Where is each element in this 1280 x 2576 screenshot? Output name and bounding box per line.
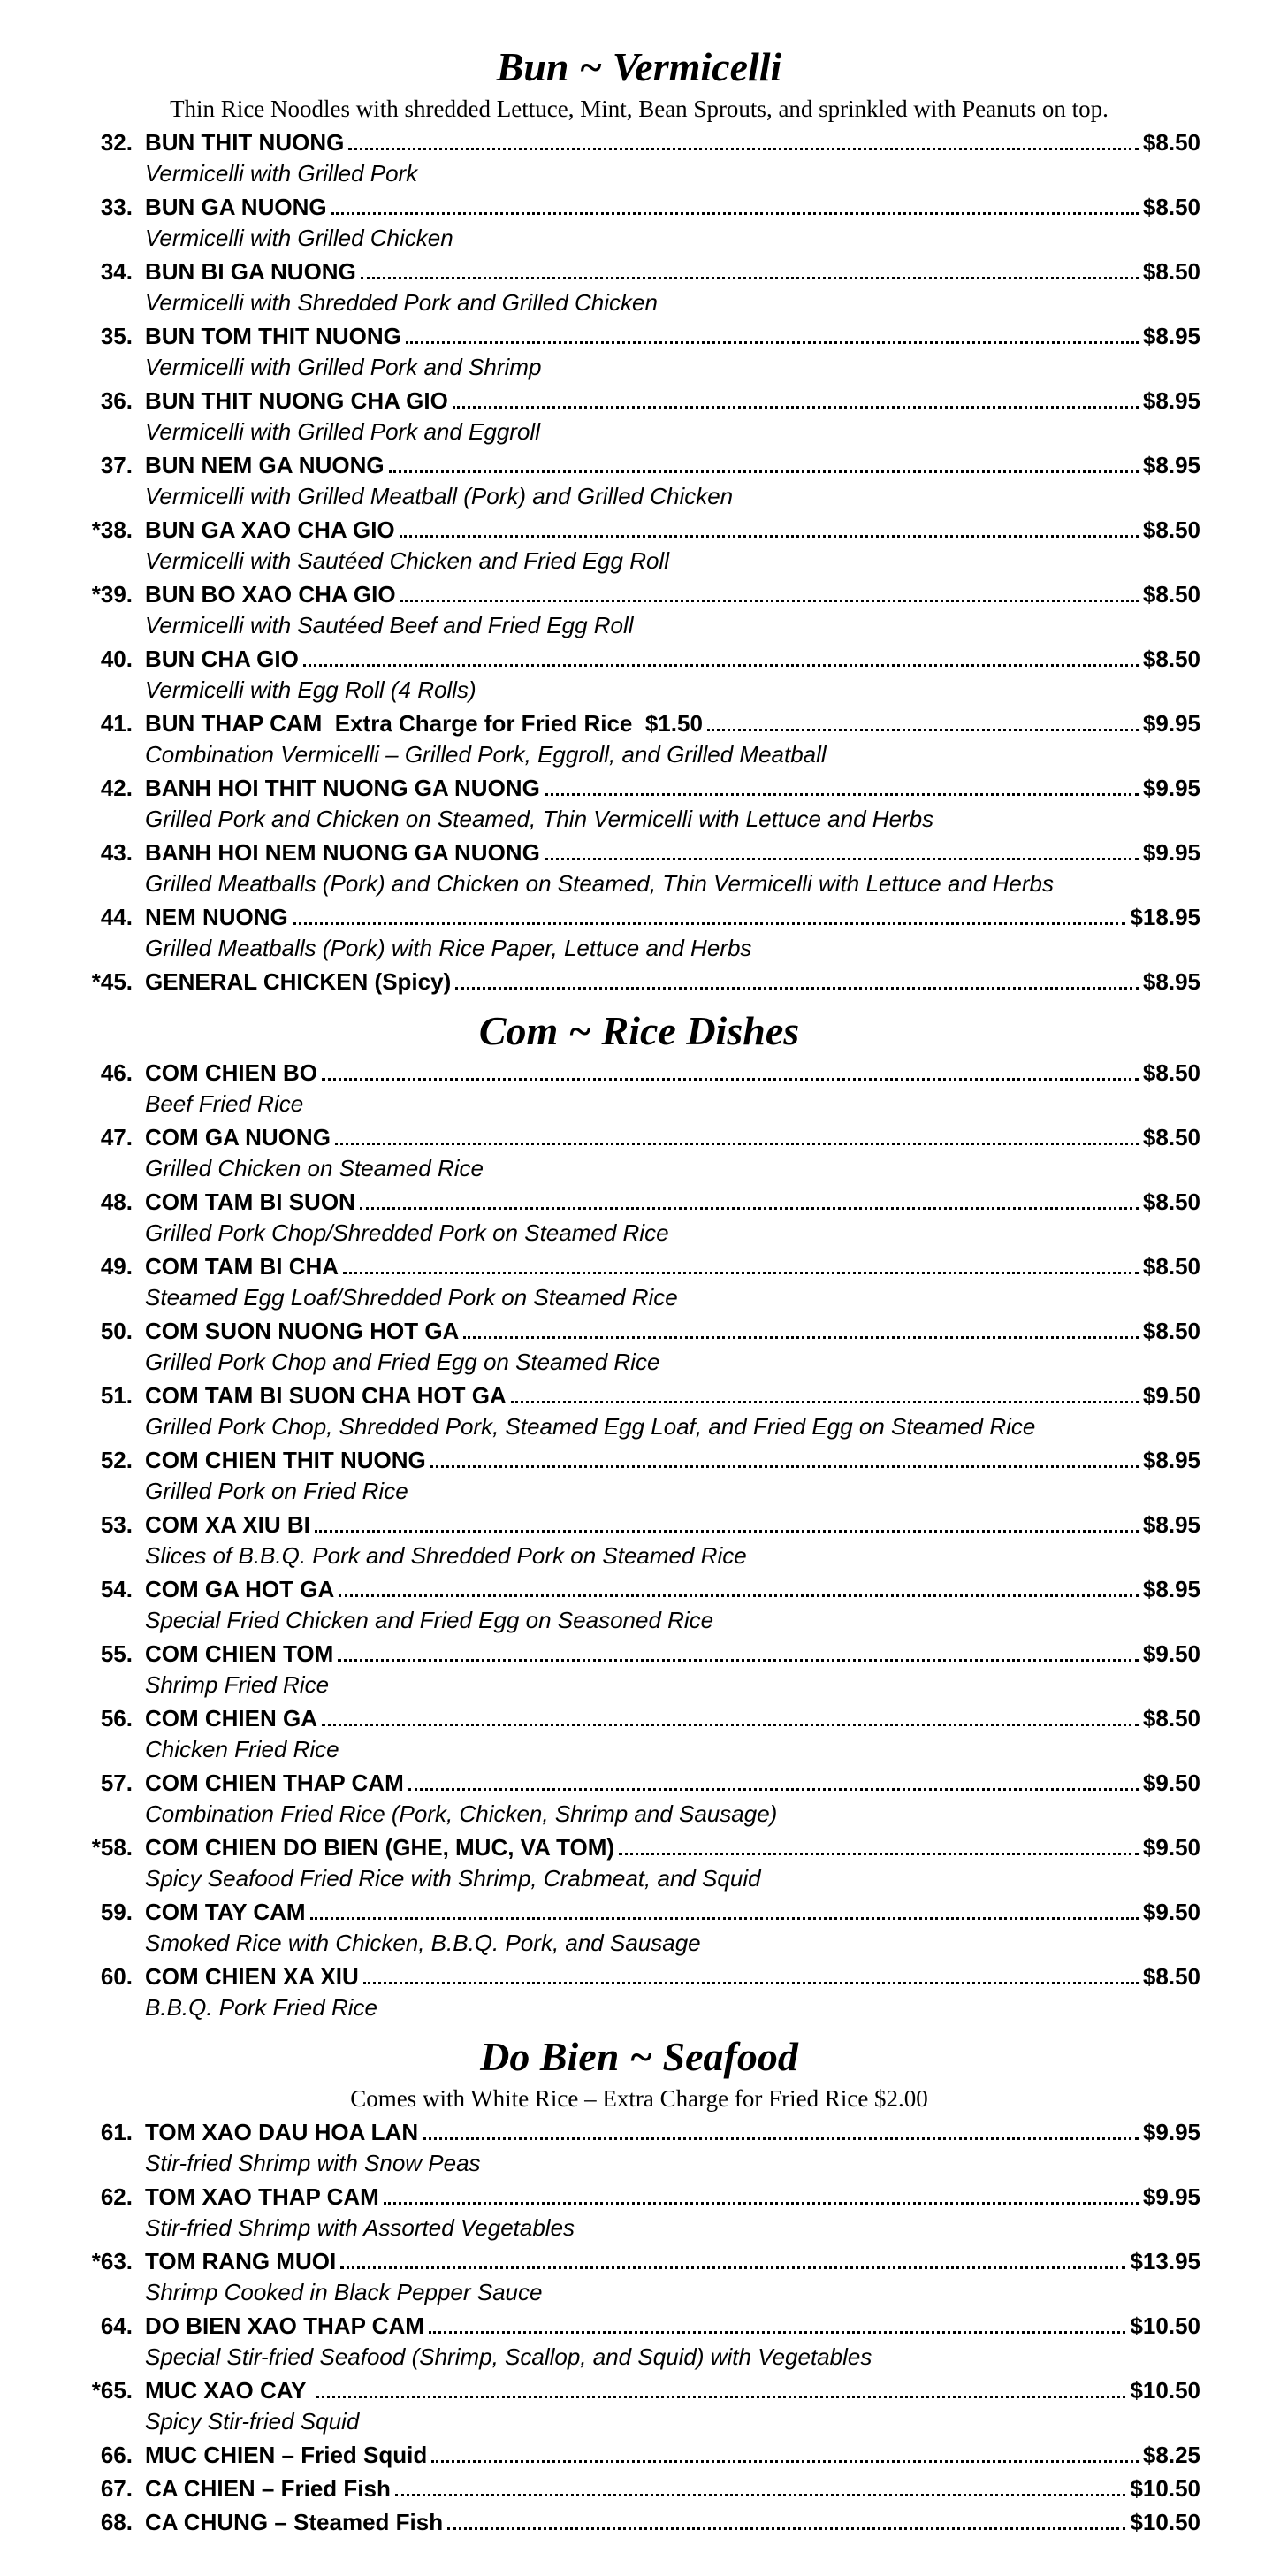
item-name: COM XA XIU BI [145,1511,310,1538]
item-name: COM CHIEN BO [145,1059,317,1086]
dot-leader [430,1465,1139,1468]
item-name: BUN NEM GA NUONG [145,452,385,478]
dot-leader [406,341,1139,344]
item-name: BUN THIT NUONG CHA GIO [145,387,448,414]
section-items [78,127,1200,998]
item-price: $9.50 [1142,1834,1200,1861]
item-name: GENERAL CHICKEN (Spicy) [145,968,452,995]
item-name: BUN TOM THIT NUONG [145,323,401,349]
item-price: $13.95 [1130,2248,1200,2274]
dot-leader [619,1853,1139,1855]
menu-item-row [78,902,1200,933]
menu-item-row [78,386,1200,417]
dot-leader [453,406,1139,409]
dot-leader [310,1917,1139,1920]
item-price: $9.95 [1142,839,1200,866]
item-price: $8.95 [1142,968,1200,995]
item-price: $8.50 [1142,129,1200,156]
item-number: 68. [100,2509,133,2535]
item-price: $8.50 [1142,581,1200,608]
item-number: 66. [100,2442,133,2468]
item-number: 46. [100,1059,133,1086]
item-price: $8.50 [1142,194,1200,220]
dot-leader [545,793,1139,796]
dot-leader [431,2460,1139,2463]
item-number: 49. [100,1253,133,1280]
dot-leader [348,148,1139,150]
menu-item [78,1639,1200,1701]
menu-item [78,2473,1200,2504]
menu-item-row [78,127,1200,158]
item-number: 61. [100,2119,133,2145]
menu-item-row [78,2440,1200,2471]
item-name: MUC XAO CAY [145,2377,313,2404]
menu-item-row [78,2246,1200,2277]
dot-leader [360,1207,1139,1210]
item-price: $8.95 [1142,1447,1200,1473]
menu-item-row [78,2311,1200,2342]
item-number: 44. [100,904,133,930]
menu-item [78,967,1200,998]
menu-section [78,42,1200,998]
menu-item [78,2117,1200,2179]
item-name: COM CHIEN GA [145,1705,317,1731]
item-number: 59. [100,1899,133,1925]
item-number: 48. [100,1189,133,1215]
menu-item [78,1058,1200,1120]
item-name: COM CHIEN DO BIEN (GHE, MUC, VA TOM) [145,1834,615,1861]
item-number: *39. [91,581,133,608]
item-description: Slices of B.B.Q. Pork and Shredded Pork on Steamed Rice [145,1542,747,1569]
item-name: TOM XAO THAP CAM [145,2183,379,2210]
item-number: 47. [100,1124,133,1150]
menu-item [78,2507,1200,2538]
item-number: 64. [100,2312,133,2339]
item-number: 37. [100,452,133,478]
item-price: $9.95 [1142,2183,1200,2210]
menu-item [78,127,1200,189]
item-name: COM TAM BI SUON CHA HOT GA [145,1382,507,1409]
menu-item-row [78,1058,1200,1089]
item-description: Smoked Rice with Chicken, B.B.Q. Pork, and Sausage [145,1930,701,1956]
section-title: Bun ~ Vermicelli [496,44,782,89]
menu-item-row [78,1703,1200,1734]
menu-item [78,1316,1200,1378]
item-description: Grilled Meatballs (Pork) and Chicken on Steamed, Thin Vermicelli with Lettuce and Herbs [145,870,1054,897]
menu-item [78,321,1200,383]
item-number: 55. [100,1640,133,1667]
dot-leader [363,1982,1139,1984]
menu-item [78,1897,1200,1959]
item-name: NEM NUONG [145,904,288,930]
item-name: BUN THAP CAM Extra Charge for Fried Rice $1.50 [145,710,703,737]
menu-item [78,902,1200,964]
item-number: 56. [100,1705,133,1731]
item-price: $9.50 [1142,1770,1200,1796]
item-number: 35. [100,323,133,349]
menu-item-row [78,1122,1200,1153]
item-number: *63. [91,2248,133,2274]
menu-item [78,2182,1200,2243]
item-name: COM CHIEN THAP CAM [145,1770,404,1796]
dot-leader [463,1336,1139,1339]
dot-leader [408,1788,1139,1791]
item-number: 34. [100,258,133,285]
item-description: Chicken Fried Rice [145,1736,339,1762]
item-price: $9.95 [1142,710,1200,737]
item-description: Spicy Seafood Fried Rice with Shrimp, Crabmeat, and Squid [145,1865,761,1892]
menu-item-row [78,2182,1200,2213]
dot-leader [322,1078,1139,1081]
menu-item [78,644,1200,706]
item-description: Vermicelli with Sautéed Beef and Fried Egg Roll [145,612,634,638]
item-description: Stir-fried Shrimp with Assorted Vegetables [145,2214,575,2241]
menu-item-row [78,321,1200,352]
item-number: 32. [100,129,133,156]
dot-leader [293,922,1126,925]
item-number: 60. [100,1963,133,1990]
item-name: TOM XAO DAU HOA LAN [145,2119,419,2145]
menu-item-row [78,1316,1200,1347]
menu-item [78,256,1200,318]
item-description: Vermicelli with Grilled Pork and Eggroll [145,418,540,445]
dot-leader [395,2494,1126,2496]
menu-item-row [78,1445,1200,1476]
item-number: 40. [100,646,133,672]
menu-item-row [78,644,1200,675]
menu-item-row [78,2117,1200,2148]
section-subtitle: Comes with White Rice – Extra Charge for Fried Rice $2.00 [350,2085,928,2112]
item-price: $8.95 [1142,1511,1200,1538]
item-name: COM CHIEN THIT NUONG [145,1447,426,1473]
dot-leader [511,1401,1139,1403]
item-price: $9.95 [1142,2119,1200,2145]
section-title: Do Bien ~ Seafood [480,2034,798,2079]
item-price: $8.95 [1142,323,1200,349]
menu-item-row [78,1574,1200,1605]
item-price: $10.50 [1130,2312,1200,2339]
item-number: 42. [100,775,133,801]
menu-item-row [78,192,1200,223]
menu-item-row [78,2375,1200,2406]
menu-item-row [78,1768,1200,1799]
menu-item-row [78,2473,1200,2504]
menu-item [78,773,1200,835]
item-price: $8.25 [1142,2442,1200,2468]
item-number: 41. [100,710,133,737]
item-description: Grilled Pork and Chicken on Steamed, Thin Vermicelli with Lettuce and Herbs [145,806,934,832]
item-name: BUN CHA GIO [145,646,299,672]
menu-item [78,515,1200,577]
dot-leader [338,1659,1139,1662]
section-title: Com ~ Rice Dishes [478,1008,800,1053]
item-description: Special Stir-fried Seafood (Shrimp, Scallop, and Squid) with Vegetables [145,2343,872,2370]
item-price: $8.50 [1142,1124,1200,1150]
item-description: Grilled Pork Chop and Fried Egg on Steamed Rice [145,1349,660,1375]
dot-leader [331,212,1139,215]
menu-item [78,1768,1200,1830]
item-name: MUC CHIEN – Fried Squid [145,2442,428,2468]
item-number: *45. [91,968,133,995]
dot-leader [340,2266,1125,2269]
item-name: BUN BO XAO CHA GIO [145,581,396,608]
dot-leader [400,535,1139,538]
menu-item [78,1187,1200,1249]
item-number: 52. [100,1447,133,1473]
menu-section [78,2032,1200,2538]
item-price: $8.50 [1142,258,1200,285]
item-number: *58. [91,1834,133,1861]
dot-leader [316,2396,1125,2398]
dot-leader [423,2137,1139,2140]
item-description: Vermicelli with Grilled Pork and Shrimp [145,354,542,380]
section-items [78,1058,1200,2023]
item-price: $9.50 [1142,1382,1200,1409]
item-name: COM SUON NUONG HOT GA [145,1318,460,1344]
item-description: Vermicelli with Grilled Meatball (Pork) and Grilled Chicken [145,483,734,509]
item-number: 67. [100,2475,133,2502]
dot-leader [447,2527,1125,2530]
menu-item-row [78,1251,1200,1282]
item-price: $8.50 [1142,646,1200,672]
item-price: $10.50 [1130,2509,1200,2535]
menu-item [78,1380,1200,1442]
menu-item-row [78,773,1200,804]
menu-item-row [78,837,1200,868]
item-description: Grilled Pork on Fried Rice [145,1478,408,1504]
item-description: Beef Fried Rice [145,1090,304,1117]
item-description: Grilled Meatballs (Pork) with Rice Paper, Lettuce and Herbs [145,935,752,961]
item-price: $8.95 [1142,1576,1200,1602]
menu-item-row [78,1897,1200,1928]
menu-item [78,386,1200,447]
item-price: $8.50 [1142,1318,1200,1344]
menu-item-row [78,450,1200,481]
item-description: Combination Fried Rice (Pork, Chicken, Shrimp and Sausage) [145,1800,778,1827]
item-description: Grilled Pork Chop, Shredded Pork, Steamed Egg Loaf, and Fried Egg on Steamed Rice [145,1413,1036,1440]
item-price: $8.50 [1142,1189,1200,1215]
item-description: Vermicelli with Shredded Pork and Grilled Chicken [145,289,658,316]
menu-item-row [78,515,1200,546]
item-description: Grilled Chicken on Steamed Rice [145,1155,484,1181]
item-description: Vermicelli with Grilled Chicken [145,225,453,251]
item-name: BUN THIT NUONG [145,129,345,156]
item-price: $9.50 [1142,1640,1200,1667]
item-name: TOM RANG MUOI [145,2248,337,2274]
menu-item-row [78,1639,1200,1670]
item-number: 54. [100,1576,133,1602]
menu-item [78,1122,1200,1184]
menu-item-row [78,1187,1200,1218]
item-name: BANH HOI NEM NUONG GA NUONG [145,839,540,866]
menu-item-row [78,1832,1200,1863]
item-number: 43. [100,839,133,866]
menu-item [78,2440,1200,2471]
item-description: Steamed Egg Loaf/Shredded Pork on Steamed Rice [145,1284,678,1311]
item-name: BUN GA XAO CHA GIO [145,516,395,543]
item-price: $8.95 [1142,452,1200,478]
item-description: Shrimp Cooked in Black Pepper Sauce [145,2279,543,2305]
item-price: $8.50 [1142,1705,1200,1731]
item-description: Spicy Stir-fried Squid [145,2408,360,2435]
item-description: Vermicelli with Egg Roll (4 Rolls) [145,676,476,703]
item-number: 36. [100,387,133,414]
menu-item-row [78,967,1200,998]
item-description: Special Fried Chicken and Fried Egg on Seasoned Rice [145,1607,714,1633]
section-subtitle: Thin Rice Noodles with shredded Lettuce, Mint, Bean Sprouts, and sprinkled with Peanuts on top. [170,96,1109,122]
item-price: $8.50 [1142,1059,1200,1086]
item-number: *65. [91,2377,133,2404]
dot-leader [455,987,1139,990]
item-name: COM CHIEN XA XIU [145,1963,359,1990]
item-price: $8.50 [1142,1963,1200,1990]
section-items [78,2117,1200,2538]
menu-item [78,1445,1200,1507]
dot-leader [400,600,1139,602]
item-name: CA CHUNG – Steamed Fish [145,2509,444,2535]
menu-item [78,1961,1200,2023]
item-description: B.B.Q. Pork Fried Rice [145,1994,377,2021]
menu-item [78,2375,1200,2437]
item-name: DO BIEN XAO THAP CAM [145,2312,424,2339]
menu-item-row [78,1961,1200,1992]
dot-leader [361,277,1139,279]
item-price: $9.95 [1142,775,1200,801]
menu-item [78,1251,1200,1313]
item-description: Vermicelli with Grilled Pork [145,160,418,187]
menu-item [78,1832,1200,1894]
menu-item [78,579,1200,641]
item-name: COM CHIEN TOM [145,1640,334,1667]
item-price: $8.50 [1142,516,1200,543]
item-number: *38. [91,516,133,543]
item-number: 50. [100,1318,133,1344]
dot-leader [429,2331,1126,2334]
item-name: CA CHIEN – Fried Fish [145,2475,391,2502]
item-description: Combination Vermicelli – Grilled Pork, Eggroll, and Grilled Meatball [145,741,827,768]
item-price: $9.50 [1142,1899,1200,1925]
item-price: $10.50 [1130,2377,1200,2404]
menu-item [78,2246,1200,2308]
item-number: 53. [100,1511,133,1538]
item-description: Vermicelli with Sautéed Chicken and Fried Egg Roll [145,547,669,574]
menu-item [78,2311,1200,2373]
dot-leader [339,1594,1139,1597]
item-description: Shrimp Fried Rice [145,1671,330,1698]
menu-item-row [78,2507,1200,2538]
menu-item [78,1574,1200,1636]
item-number: 57. [100,1770,133,1796]
menu-section [78,1006,1200,2023]
dot-leader [343,1272,1139,1274]
item-name: BUN GA NUONG [145,194,327,220]
item-name: COM TAM BI SUON [145,1189,355,1215]
item-price: $18.95 [1130,904,1200,930]
menu-item [78,450,1200,512]
item-name: COM GA HOT GA [145,1576,335,1602]
menu-item [78,1703,1200,1765]
item-description: Grilled Pork Chop/Shredded Pork on Steamed Rice [145,1219,669,1246]
item-name: COM TAY CAM [145,1899,306,1925]
menu-item-row [78,579,1200,610]
menu-item [78,192,1200,254]
dot-leader [322,1724,1139,1726]
menu-item-row [78,708,1200,739]
item-price: $10.50 [1130,2475,1200,2502]
menu-item [78,708,1200,770]
menu-item-row [78,1380,1200,1411]
menu-item [78,1510,1200,1571]
item-name: BUN BI GA NUONG [145,258,356,285]
item-price: $8.50 [1142,1253,1200,1280]
dot-leader [315,1530,1139,1533]
item-number: 33. [100,194,133,220]
item-price: $8.95 [1142,387,1200,414]
dot-leader [303,664,1139,667]
dot-leader [384,2202,1139,2205]
item-description: Stir-fried Shrimp with Snow Peas [145,2150,481,2176]
dot-leader [545,858,1139,860]
dot-leader [389,470,1139,473]
dot-leader [707,729,1139,731]
item-name: BANH HOI THIT NUONG GA NUONG [145,775,540,801]
menu-item-row [78,256,1200,287]
item-number: 51. [100,1382,133,1409]
item-number: 62. [100,2183,133,2210]
item-name: COM TAM BI CHA [145,1253,339,1280]
dot-leader [335,1143,1139,1145]
item-name: COM GA NUONG [145,1124,331,1150]
menu-item-row [78,1510,1200,1540]
menu-item [78,837,1200,899]
